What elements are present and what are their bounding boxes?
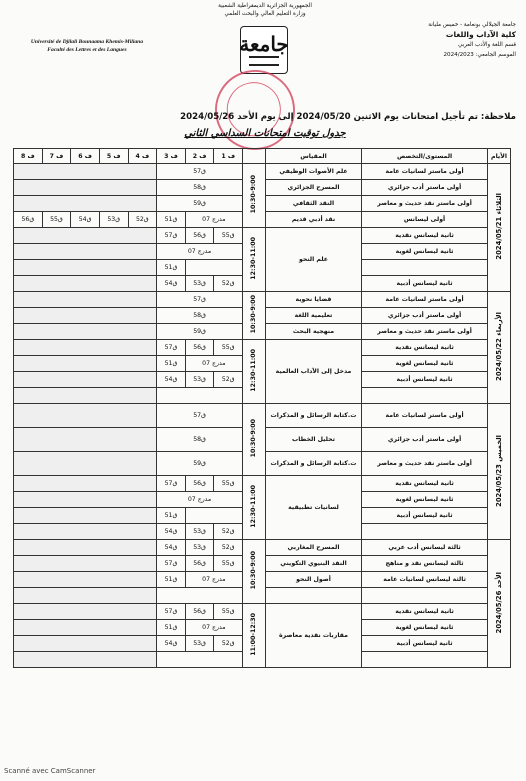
time-cell: 12:30-11:00 [243, 228, 266, 292]
subject-cell: لسانيات تطبيقية [265, 476, 361, 540]
room-cell: ق56 [14, 212, 43, 228]
ar-line-1: جامعة الجيلالي بونعامة - خميس مليانة [428, 22, 516, 28]
level-cell: ثانية ليسانس لغوية [362, 244, 488, 260]
level-cell: ثانية ليسانس أدبية [362, 508, 488, 524]
room-cell: ق56 [185, 604, 214, 620]
level-cell: ثالثة ليسانس نقد و مناهج [362, 556, 488, 572]
room-cell: ق53 [185, 636, 214, 652]
subject-cell: قضايا نحوية [265, 292, 361, 308]
room-cell: ق59 [157, 452, 243, 476]
room-cell: ق52 [214, 372, 243, 388]
time-cell: 10:30-9:00 [243, 404, 266, 476]
col-level: المستوى/التخصص [362, 149, 488, 164]
time-cell: 10:30-9:00 [243, 164, 266, 228]
col-g7: ف 7 [42, 149, 71, 164]
room-cell: ق54 [157, 636, 186, 652]
table-row [14, 340, 511, 356]
subject-cell: المسرح المغاربي [265, 540, 361, 556]
table-row [14, 404, 511, 428]
level-cell: أولى ماستر أدب جزائري [362, 308, 488, 324]
col-g1: ف 1 [214, 149, 243, 164]
day-cell: الأحد 2024/05/26 [488, 540, 511, 668]
hall-cell: مدرج 07 [157, 244, 243, 260]
fr-line-2: Faculté des Lettres et des Langues [47, 47, 127, 53]
room-cell: ق54 [157, 276, 186, 292]
room-cell: ق55 [214, 476, 243, 492]
room-cell: ق54 [157, 372, 186, 388]
level-cell: أولى ماستر نقد حديث و معاصر [362, 452, 488, 476]
page-title: جدول توقيت امتحانات السداسي الثاني [184, 128, 346, 139]
table-row [14, 476, 511, 492]
hall-cell: مدرج 07 [185, 356, 242, 372]
room-cell: ق58 [157, 180, 243, 196]
ar-line-4: الموسم الجامعي: 2024/2023 [443, 52, 516, 58]
room-cell: ق57 [157, 228, 186, 244]
time-cell: 11:00-12:30 [243, 604, 266, 668]
table-row [14, 228, 511, 244]
room-cell: ق51 [157, 508, 186, 524]
level-cell: ثالثة ليسانس أدب عربي [362, 540, 488, 556]
subject-cell [265, 588, 361, 604]
col-g3: ف 3 [157, 149, 186, 164]
day-cell: الخميس 2024/05/23 [488, 404, 511, 540]
ar-line-3: قسم اللغة والأدب العربي [458, 42, 516, 48]
col-g2: ف 2 [185, 149, 214, 164]
time-cell: 10:30-9:00 [243, 292, 266, 340]
subject-cell: المسرح الجزائري [265, 180, 361, 196]
room-cell: ق53 [185, 372, 214, 388]
room-cell: ق57 [157, 404, 243, 428]
level-cell: ثانية ليسانس نقدية [362, 228, 488, 244]
level-cell: أولى ليسانس [362, 212, 488, 228]
subject-cell: أصول النحو [265, 572, 361, 588]
table-header-row [14, 149, 511, 164]
level-cell: أولى ماستر أدب جزائري [362, 428, 488, 452]
university-logo [240, 26, 288, 74]
level-cell: أولى ماستر نقد حديث و معاصر [362, 324, 488, 340]
french-university-header [12, 38, 162, 54]
room-cell: ق58 [157, 428, 243, 452]
subject-cell: علم النحو [265, 228, 361, 292]
room-cell: ق55 [214, 604, 243, 620]
col-g5: ف 5 [99, 149, 128, 164]
subject-cell: تحليل الخطاب [265, 428, 361, 452]
room-cell: ق57 [157, 292, 243, 308]
room-cell: ق54 [71, 212, 100, 228]
subject-cell: النقد الثقافي [265, 196, 361, 212]
room-cell: ق53 [185, 524, 214, 540]
room-cell: ق56 [185, 340, 214, 356]
room-cell: ق56 [185, 556, 214, 572]
time-cell: 10:30-9:00 [243, 540, 266, 604]
room-cell: ق53 [185, 540, 214, 556]
level-cell [362, 652, 488, 668]
logo-bars [249, 56, 279, 66]
subject-cell: نقد أدبي قديم [265, 212, 361, 228]
col-g8: ف 8 [14, 149, 43, 164]
level-cell: أولى ماستر نقد حديث و معاصر [362, 196, 488, 212]
government-header [150, 2, 380, 18]
gov-line-2: وزارة التعليم العالي والبحث العلمي [224, 11, 306, 17]
room-cell: ق55 [42, 212, 71, 228]
scanner-watermark: Scanné avec CamScanner [4, 767, 96, 775]
room-cell: ق51 [157, 260, 186, 276]
level-cell: ثانية ليسانس نقدية [362, 476, 488, 492]
col-subject: المقياس [265, 149, 361, 164]
room-cell: ق56 [185, 476, 214, 492]
subject-cell: مدخل إلى الآداب العالمية [265, 340, 361, 404]
level-cell [362, 524, 488, 540]
level-cell: ثانية ليسانس أدبية [362, 372, 488, 388]
gov-line-1: الجمهورية الجزائرية الديمقراطية الشعبية [218, 3, 312, 9]
hall-cell: مدرج 07 [185, 212, 242, 228]
table-row [14, 604, 511, 620]
subject-cell: النقد البنيوي التكويني [265, 556, 361, 572]
time-cell: 12:30-11:00 [243, 476, 266, 540]
official-stamp [208, 63, 303, 158]
logo-glyph: جامعة [239, 32, 289, 56]
subject-cell: ت.كتابة الرسائل و المذكرات [265, 404, 361, 428]
level-cell: ثالثة ليسانس لسانيات عامة [362, 572, 488, 588]
level-cell: أولى ماستر لسانيات عامة [362, 404, 488, 428]
room-cell: ق55 [214, 556, 243, 572]
hall-cell: مدرج 07 [157, 492, 243, 508]
hall-cell: مدرج 07 [185, 620, 242, 636]
arabic-university-header [386, 20, 516, 60]
table-row [14, 292, 511, 308]
room-cell: ق57 [157, 556, 186, 572]
level-cell: ثانية ليسانس نقدية [362, 604, 488, 620]
room-cell: ق56 [185, 228, 214, 244]
room-cell: ق55 [214, 340, 243, 356]
level-cell: ثانية ليسانس أدبية [362, 276, 488, 292]
room-cell: ق51 [157, 572, 186, 588]
room-cell: ق53 [99, 212, 128, 228]
room-cell: ق57 [157, 340, 186, 356]
room-cell: ق51 [157, 356, 186, 372]
col-g4: ف 4 [128, 149, 157, 164]
subject-cell: علم الأصوات الوظيفي [265, 164, 361, 180]
level-cell [362, 588, 488, 604]
subject-cell: منهجية البحث [265, 324, 361, 340]
ar-line-2: كلية الآداب واللغات [445, 30, 516, 39]
room-cell: ق53 [185, 276, 214, 292]
hall-cell: مدرج 07 [185, 572, 242, 588]
level-cell: ثانية ليسانس لغوية [362, 356, 488, 372]
exam-schedule-table [13, 148, 511, 668]
level-cell: ثانية ليسانس لغوية [362, 492, 488, 508]
level-cell: ثانية ليسانس أدبية [362, 636, 488, 652]
room-cell: ق58 [157, 308, 243, 324]
level-cell: ثانية ليسانس لغوية [362, 620, 488, 636]
room-cell: ق55 [214, 228, 243, 244]
col-g6: ف 6 [71, 149, 100, 164]
room-cell: ق52 [214, 524, 243, 540]
level-cell: أولى ماستر أدب جزائري [362, 180, 488, 196]
room-cell: ق52 [214, 276, 243, 292]
room-cell: ق59 [157, 324, 243, 340]
room-cell: ق57 [157, 604, 186, 620]
table-row [14, 540, 511, 556]
fr-line-1: Université de Djilali Bounaama Khemis-Miliana [30, 39, 144, 45]
day-cell: الأربعاء 2024/05/22 [488, 292, 511, 404]
room-cell: ق52 [128, 212, 157, 228]
col-time [243, 149, 266, 164]
room-cell: ق51 [157, 620, 186, 636]
subject-cell: ت.كتابة الرسائل و المذكرات [265, 452, 361, 476]
room-cell: ق59 [157, 196, 243, 212]
postponement-note: ملاحظة: تم تأجيل امتحانات يوم الاثنين 2024/05/20 إلى يوم الأحد 2024/05/26 [180, 112, 516, 122]
room-cell: ق57 [157, 476, 186, 492]
room-cell: ق52 [214, 540, 243, 556]
subject-cell: تعليمية اللغة [265, 308, 361, 324]
time-cell: 12:30-11:00 [243, 340, 266, 404]
room-cell: ق57 [157, 164, 243, 180]
level-cell: أولى ماستر لسانيات عامة [362, 292, 488, 308]
room-cell: ق51 [157, 212, 186, 228]
room-cell: ق54 [157, 540, 186, 556]
day-cell: الثلاثاء 2024/05/21 [488, 164, 511, 292]
level-cell: أولى ماستر لسانيات عامة [362, 164, 488, 180]
level-cell [362, 388, 488, 404]
col-days: الأيام [488, 149, 511, 164]
subject-cell: مقاربات نقدية معاصرة [265, 604, 361, 668]
room-cell: ق54 [157, 524, 186, 540]
room-cell: ق52 [214, 636, 243, 652]
level-cell: ثانية ليسانس نقدية [362, 340, 488, 356]
level-cell [362, 260, 488, 276]
table-row [14, 164, 511, 180]
